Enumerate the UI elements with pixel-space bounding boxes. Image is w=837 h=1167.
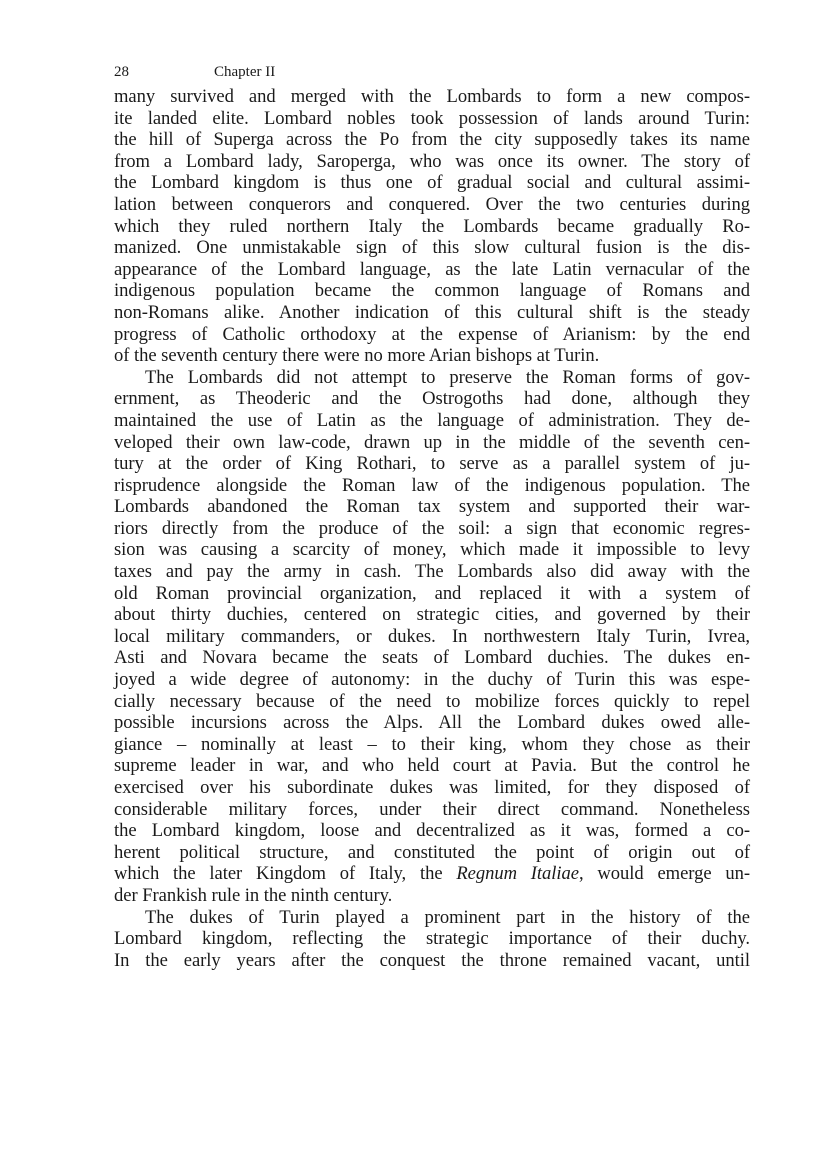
- text-line: ite landed elite. Lombard nobles took possession of lands around Turin:: [114, 107, 750, 129]
- text-segment: , would emerge un-: [578, 863, 750, 885]
- text-line: Lombard kingdom, reflecting the strategic importance of their duchy.: [114, 928, 750, 950]
- text-line: non-Romans alike. Another indication of this cultural shift is the steady: [114, 301, 750, 323]
- text-line: The dukes of Turin played a prominent part in the history of the: [145, 906, 750, 928]
- text-line: The Lombards did not attempt to preserve the Roman forms of gov-: [145, 366, 750, 388]
- text-line: sion was causing a scarcity of money, which made it impossible to levy: [114, 539, 750, 561]
- paragraph-2: [114, 367, 750, 907]
- text-line: about thirty duchies, centered on strategic cities, and governed by their: [114, 604, 750, 626]
- text-line: the Lombard kingdom is thus one of gradual social and cultural assimi-: [114, 172, 750, 194]
- text-line: indigenous population became the common language of Romans and: [114, 280, 750, 302]
- running-head: [114, 62, 750, 86]
- text-line: manized. One unmistakable sign of this slow cultural fusion is the dis-: [114, 237, 750, 259]
- text-line: progress of Catholic orthodoxy at the expense of Arianism: by the end: [114, 323, 750, 345]
- text-line: herent political structure, and constituted the point of origin out of: [114, 841, 750, 863]
- text-line-with-italic: [114, 863, 750, 885]
- text-line: considerable military forces, under their direct command. Nonetheless: [114, 798, 750, 820]
- text-line: joyed a wide degree of autonomy: in the duchy of Turin this was espe-: [114, 669, 750, 691]
- text-line: possible incursions across the Alps. All the Lombard dukes owed alle-: [114, 712, 750, 734]
- book-page: [114, 62, 750, 971]
- text-line: der Frankish rule in the ninth century.: [114, 884, 393, 906]
- text-line: ernment, as Theoderic and the Ostrogoths had done, although they: [114, 388, 750, 410]
- text-line: the Lombard kingdom, loose and decentralized as it was, formed a co-: [114, 820, 750, 842]
- text-line: taxes and pay the army in cash. The Lombards also did away with the: [114, 561, 750, 583]
- text-line: which they ruled northern Italy the Lombards became gradually Ro-: [114, 215, 750, 237]
- text-line: Lombards abandoned the Roman tax system and supported their war-: [114, 496, 750, 518]
- text-line: tury at the order of King Rothari, to serve as a parallel system of ju-: [114, 453, 750, 475]
- italic-title: Regnum Italiae: [456, 863, 579, 885]
- text-line: exercised over his subordinate dukes was limited, for they disposed of: [114, 777, 750, 798]
- text-line: riors directly from the produce of the soil: a sign that economic regres-: [114, 517, 750, 539]
- text-line: supreme leader in war, and who held court at Pavia. But the control he: [114, 755, 750, 777]
- text-line: risprudence alongside the Roman law of the indigenous population. The: [114, 474, 750, 496]
- text-line: appearance of the Lombard language, as the late Latin vernacular of the: [114, 258, 750, 280]
- text-line: Asti and Novara became the seats of Lombard duchies. The dukes en-: [114, 647, 750, 669]
- text-segment: which the later Kingdom of Italy, the: [114, 863, 457, 885]
- text-line: of the seventh century there were no more Arian bishops at Turin.: [114, 345, 600, 367]
- text-line: veloped their own law-code, drawn up in the middle of the seventh cen-: [114, 431, 750, 453]
- text-line: local military commanders, or dukes. In northwestern Italy Turin, Ivrea,: [114, 625, 750, 647]
- page-number: 28: [114, 64, 129, 80]
- text-line: cially necessary because of the need to mobilize forces quickly to repel: [114, 690, 750, 712]
- text-line: maintained the use of Latin as the language of administration. They de-: [114, 409, 750, 431]
- text-line: lation between conquerors and conquered. Over the two centuries during: [114, 193, 750, 215]
- text-line: from a Lombard lady, Saroperga, who was once its owner. The story of: [114, 150, 750, 172]
- text-line: In the early years after the conquest the throne remained vacant, until: [114, 949, 750, 971]
- text-line: old Roman provincial organization, and replaced it with a system of: [114, 582, 750, 604]
- chapter-label: Chapter II: [214, 64, 276, 80]
- paragraph-3: [114, 907, 750, 972]
- text-line: the hill of Superga across the Po from the city supposedly takes its name: [114, 129, 750, 151]
- paragraph-1: [114, 86, 750, 367]
- text-line: giance – nominally at least – to their king, whom they chose as their: [114, 733, 750, 755]
- body-text: [114, 86, 750, 971]
- text-line: many survived and merged with the Lombards to form a new compos-: [114, 86, 750, 107]
